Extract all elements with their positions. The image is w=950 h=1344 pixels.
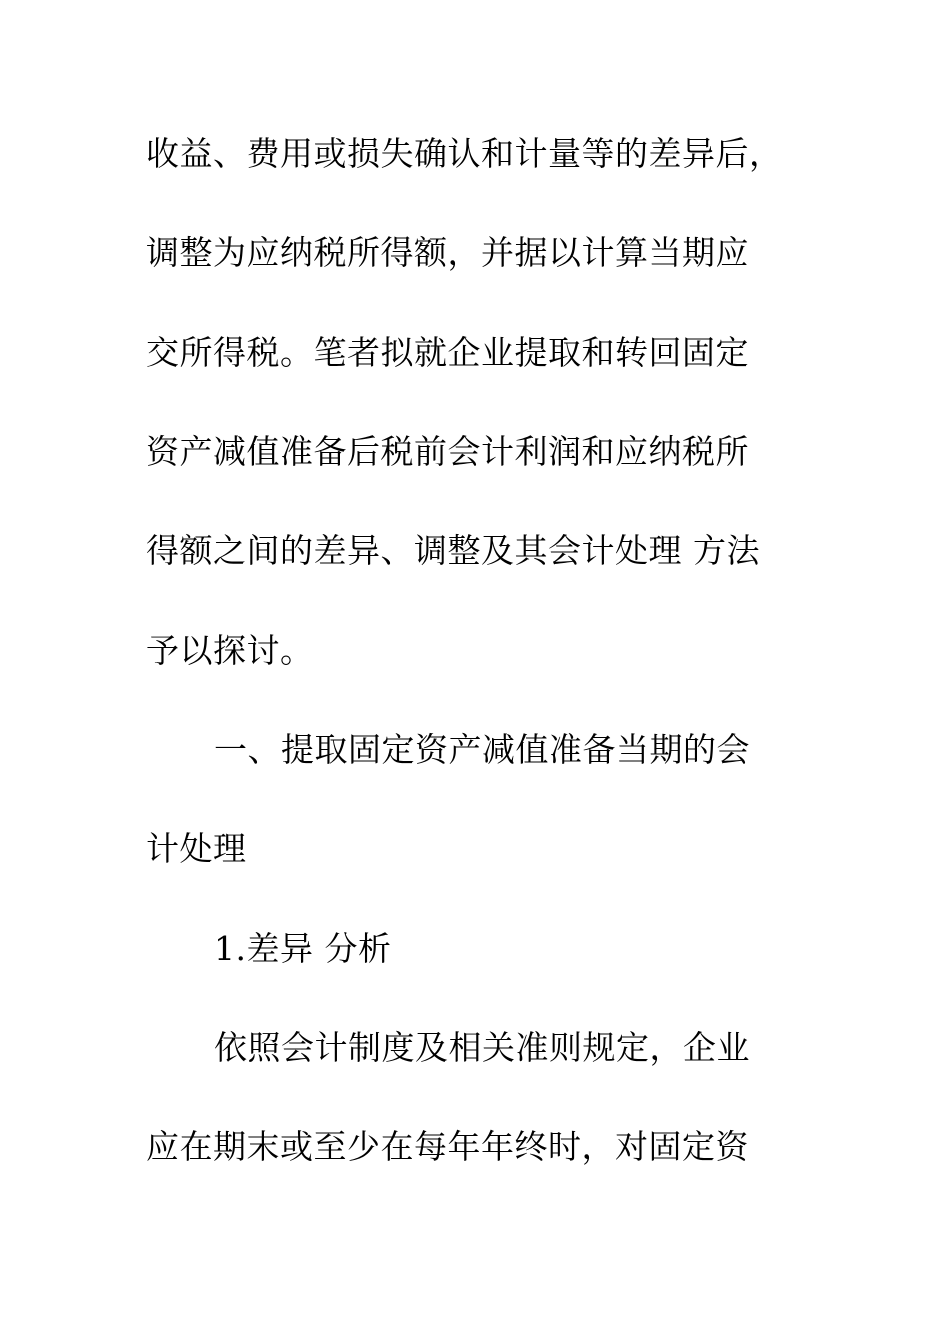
text-line-4: 资产减值准备后税前会计利润和应纳税所 <box>146 432 749 471</box>
subsection-heading: 1.差异 分析 <box>214 929 392 968</box>
text-line-3: 交所得税。笔者拟就企业提取和转回固定 <box>146 333 749 372</box>
section-heading-continued: 计处理 <box>146 829 247 868</box>
section-heading: 一、提取固定资产减值准备当期的会 <box>214 730 750 769</box>
text-line-10: 依照会计制度及相关准则规定，企业 <box>214 1028 750 1067</box>
text-line-11: 应在期末或至少在每年年终时，对固定资 <box>146 1127 749 1166</box>
text-line-5: 得额之间的差异、调整及其会计处理 方法 <box>146 531 760 570</box>
text-line-2: 调整为应纳税所得额，并据以计算当期应 <box>146 233 749 272</box>
text-line-1: 收益、费用或损失确认和计量等的差异后， <box>146 134 783 173</box>
text-line-6: 予以探讨。 <box>146 631 314 670</box>
